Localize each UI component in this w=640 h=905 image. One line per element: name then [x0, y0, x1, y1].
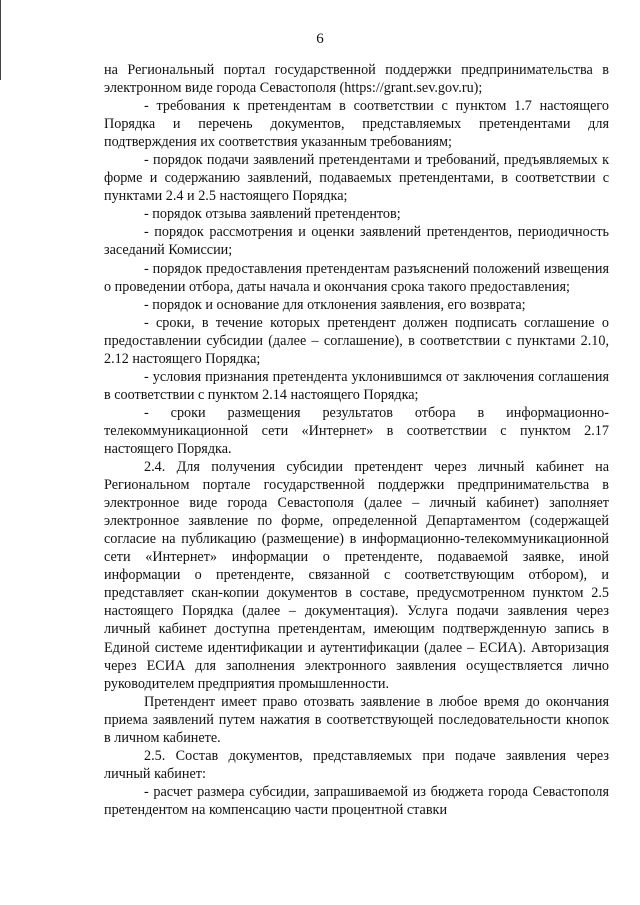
page-number: 6 — [316, 31, 324, 47]
paragraph: - требования к претендентам в соответствии с пунктом 1.7 настоящего Порядка и перечень документов, представляемых претендентами для подтверждения их соответствия указанным требованиям; — [104, 98, 609, 151]
paragraph: - сроки размещения результатов отбора в информационно-телекоммуникационной сети «Интернет» в соответствии с пунктом 2.17 настоящего Порядка. — [104, 404, 609, 457]
paragraph: 2.5. Состав документов, представляемых при подаче заявления через личный кабинет: — [104, 747, 609, 782]
document-body — [104, 61, 609, 819]
paragraph: - порядок предоставления претендентам разъяснений положений извещения о проведении отбора, даты начала и окончания срока такого предоставления; — [104, 260, 609, 295]
paragraph: - порядок отзыва заявлений претендентов; — [144, 206, 401, 223]
paragraph: - расчет размера субсидии, запрашиваемой из бюджета города Севастополя претендентом на компенсацию части процентной ставки — [104, 783, 609, 818]
paragraph: 2.4. Для получения субсидии претендент через личный кабинет на Региональном портале государственной поддержки предпринимательства в электронное виде города Севастополя (далее – личный кабинет) заполняет электронное заявление по форме, определенной Департаментом (содержащей согласие на публикацию (размещение) в информационно-телекоммуникационной сети «Интернет» информации о претенденте, подаваемой заявке, иной информации о претенденте, связанной с соответствующим отбором), и представляет скан-копии документов в составе, предусмотренном пунктом 2.5 настоящего Порядка (далее – документация). Услуга подачи заявления через личный кабинет доступна претендентам, имеющим подтвержденную запись в Единой системе идентификации и аутентификации (далее – ЕСИА). Авторизация через ЕСИА для заполнения электронного заявления осуществляется лично руководителем предприятия промышленности. — [104, 459, 609, 692]
paragraph: на Региональный портал государственной поддержки предпринимательства в электронном виде города Севастополя (https://grant.sev.gov.ru); — [104, 62, 609, 97]
paragraph: - сроки, в течение которых претендент должен подписать соглашение о предоставлении субсидии (далее – соглашение), в соответствии с пунктами 2.10, 2.12 настоящего Порядка; — [104, 314, 609, 367]
paragraph: - порядок рассмотрения и оценки заявлений претендентов, периодичность заседаний Комиссии; — [104, 224, 609, 259]
paragraph: - порядок и основание для отклонения заявления, его возврата; — [144, 296, 526, 313]
paragraph: Претендент имеет право отозвать заявление в любое время до окончания приема заявлений путем нажатия в соответствующей последовательности кнопок в личном кабинете. — [104, 693, 609, 746]
paragraph: - порядок подачи заявлений претендентами и требований, предъявляемых к форме и содержанию заявлений, подаваемых претендентами, в соответствии с пунктами 2.4 и 2.5 настоящего Порядка; — [104, 152, 609, 205]
paragraph: - условия признания претендента уклонившимся от заключения соглашения в соответствии с пунктом 2.14 настоящего Порядка; — [104, 368, 609, 403]
